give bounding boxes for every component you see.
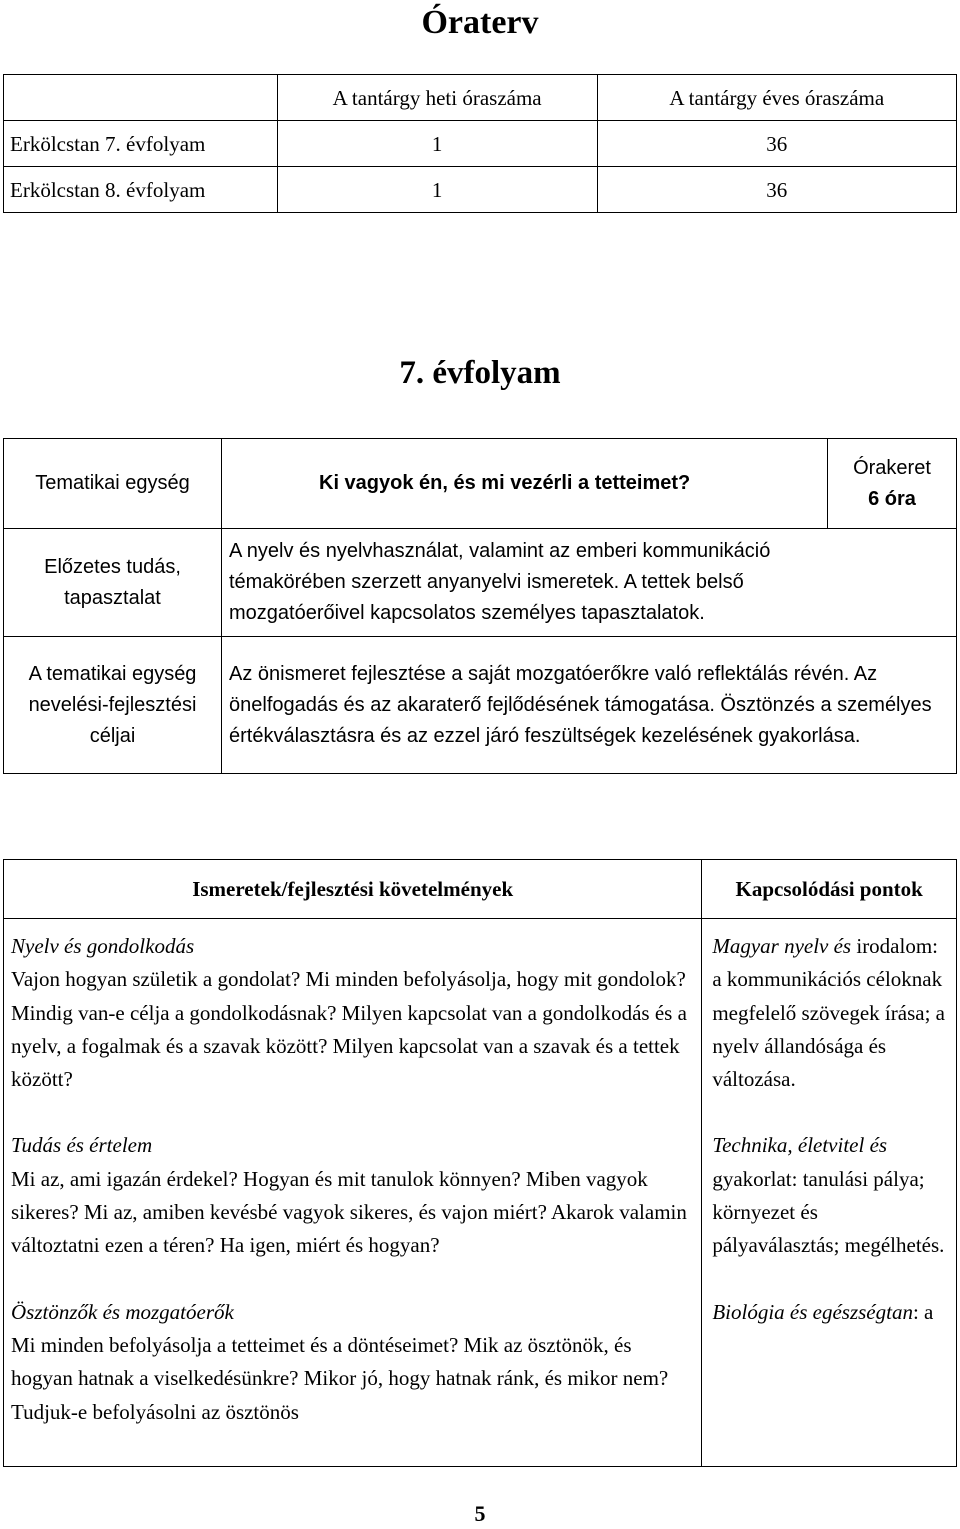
prior-knowledge-text: A nyelv és nyelvhasználat, valamint az emberi kommunikáció témakörében szerzett anyanyelvi ismeretek. A tettek belső mozgatóerőivel kapcsolatos személyes tapasztalatok. bbox=[222, 529, 957, 637]
links-header: Kapcsolódási pontok bbox=[702, 860, 957, 919]
links-cell bbox=[702, 919, 957, 1467]
table-header-yearly: A tantárgy éves óraszáma bbox=[597, 75, 956, 121]
hours-value: 6 óra bbox=[868, 488, 916, 510]
table-row bbox=[4, 75, 957, 121]
link-block bbox=[712, 1129, 950, 1262]
section-text: Mi minden befolyásolja a tetteimet és a döntéseimet? Mik az ösztönök, és hogyan hatnak a viselkedésünkre? Mikor jó, hogy hatnak ránk, és mikor nem? Tudjuk-e befolyásolni az ösztönös bbox=[11, 1332, 669, 1424]
page-number: 5 bbox=[474, 1501, 486, 1526]
table-cell: 36 bbox=[597, 121, 956, 167]
table-row bbox=[4, 121, 957, 167]
goals-text: Az önismeret fejlesztése a saját mozgatóerőkre való reflektálás révén. Az önelfogadás és az akaraterő fejlődésének támogatása. Ösztönzés a személyes értékválasztásra és az ezzel járó feszültségek kezelésének gyakorlása. bbox=[222, 637, 957, 774]
section-text: Vajon hogyan születik a gondolat? Mi minden befolyásolja, hogy mit gondolok? Mindig van-e célja a gondolkodásnak? Milyen kapcsolat van a gondolkodás és a nyelv, a fogalmak és a szavak között? Milyen kapcsolat van a szavak és a tettek között? bbox=[11, 967, 687, 1092]
table-header-weekly: A tantárgy heti óraszáma bbox=[277, 75, 597, 121]
table-cell: 1 bbox=[277, 167, 597, 213]
link-subject: Technika, életvitel és bbox=[712, 1133, 888, 1158]
section-block bbox=[11, 1129, 693, 1262]
requirements-table bbox=[3, 859, 957, 1467]
requirements-cell bbox=[4, 919, 702, 1467]
hours-table bbox=[3, 74, 957, 213]
section-title: Tudás és értelem bbox=[11, 1133, 153, 1158]
goals-label: A tematikai egység nevelési-fejlesztési céljai bbox=[4, 637, 222, 774]
link-text: : a bbox=[912, 1299, 934, 1324]
table-cell: 1 bbox=[277, 121, 597, 167]
prior-knowledge-label: Előzetes tudás, tapasztalat bbox=[4, 529, 222, 637]
grade-title: 7. évfolyam bbox=[399, 355, 561, 391]
unit-title: Ki vagyok én, és mi vezérli a tetteimet? bbox=[222, 439, 828, 529]
table-row bbox=[4, 529, 957, 637]
section-title: Nyelv és gondolkodás bbox=[11, 934, 195, 958]
link-block bbox=[712, 1296, 950, 1329]
section-text: Mi az, ami igazán érdekel? Hogyan és mit tanulok könnyen? Miben vagyok sikeres? Mi az, amiben kevésbé vagyok sikeres, és vajon miért? Akarok valamin változtatni ezen a téren? Ha igen, miért és hogyan? bbox=[11, 1166, 687, 1258]
section-block bbox=[11, 930, 693, 1096]
link-block bbox=[712, 930, 950, 1096]
table-cell: 36 bbox=[597, 167, 956, 213]
hours-label: Órakeret bbox=[853, 457, 931, 479]
link-text: gyakorlat: tanulási pálya; környezet és pályaválasztás; megélhetés. bbox=[712, 1166, 945, 1258]
page-title: Óraterv bbox=[421, 4, 539, 41]
table-row bbox=[4, 919, 957, 1467]
table-cell: Erkölcstan 8. évfolyam bbox=[4, 167, 278, 213]
table-row bbox=[4, 860, 957, 919]
unit-label: Tematikai egység bbox=[4, 439, 222, 529]
table-cell bbox=[4, 75, 278, 121]
table-cell: Erkölcstan 7. évfolyam bbox=[4, 121, 278, 167]
table-row bbox=[4, 167, 957, 213]
link-subject: Biológia és egészségtan bbox=[712, 1299, 913, 1324]
table-row bbox=[4, 637, 957, 774]
section-title: Ösztönzők és mozgatóerők bbox=[11, 1299, 234, 1324]
unit-table bbox=[3, 438, 957, 774]
link-text: irodalom: a kommunikációs céloknak megfelelő szövegek írása; a nyelv állandósága és változása. bbox=[712, 934, 945, 1092]
hours-cell bbox=[828, 439, 957, 529]
section-block bbox=[11, 1296, 693, 1429]
requirements-header: Ismeretek/fejlesztési követelmények bbox=[4, 860, 702, 919]
link-subject: Magyar nyelv és bbox=[712, 934, 852, 958]
table-row bbox=[4, 439, 957, 529]
